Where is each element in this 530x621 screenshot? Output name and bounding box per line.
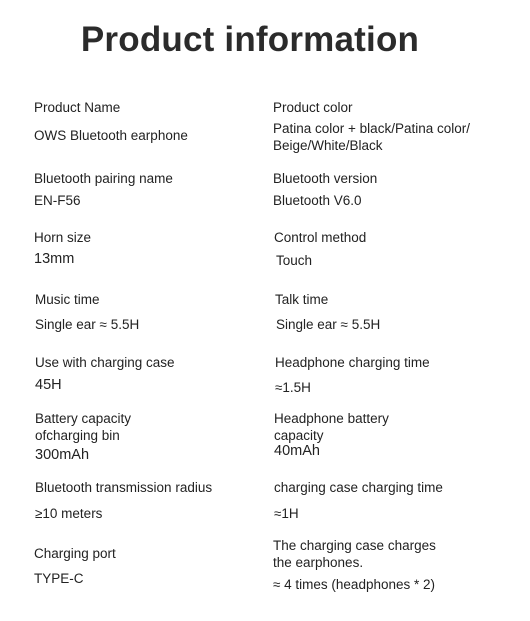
spec-label-control-method: Control method bbox=[274, 230, 367, 245]
spec-value-case-charges-earphones: ≈ 4 times (headphones * 2) bbox=[273, 577, 435, 592]
spec-value-horn-size: 13mm bbox=[34, 251, 75, 267]
spec-label-case-charges-earphones: The charging case charges the earphones. bbox=[273, 538, 436, 570]
spec-value-headphone-battery: 40mAh bbox=[274, 443, 320, 459]
spec-label-product-name: Product Name bbox=[34, 100, 121, 115]
spec-value-control-method: Touch bbox=[276, 253, 313, 268]
spec-label-use-with-case: Use with charging case bbox=[35, 355, 175, 370]
spec-value-headphone-charging-time: ≈1.5H bbox=[275, 380, 311, 395]
spec-value-bluetooth-version: Bluetooth V6.0 bbox=[273, 193, 362, 208]
spec-label-battery-capacity-bin: Battery capacity ofcharging bin bbox=[35, 411, 132, 443]
spec-label-charging-port: Charging port bbox=[34, 546, 116, 561]
page-title: Product information bbox=[80, 20, 420, 59]
spec-label-transmission-radius: Bluetooth transmission radius bbox=[35, 480, 213, 495]
spec-value-case-charging-time: ≈1H bbox=[274, 506, 299, 521]
spec-label-headphone-battery: Headphone battery capacity bbox=[274, 411, 389, 443]
spec-value-use-with-case: 45H bbox=[35, 377, 62, 393]
spec-value-talk-time: Single ear ≈ 5.5H bbox=[276, 317, 381, 332]
spec-label-talk-time: Talk time bbox=[275, 292, 329, 307]
spec-label-bluetooth-version: Bluetooth version bbox=[273, 171, 378, 186]
spec-label-case-charging-time: charging case charging time bbox=[274, 480, 443, 495]
spec-label-headphone-charging-time: Headphone charging time bbox=[275, 355, 430, 370]
spec-value-product-name: OWS Bluetooth earphone bbox=[34, 128, 188, 143]
spec-label-horn-size: Horn size bbox=[34, 230, 92, 245]
spec-value-product-color: Patina color + black/Patina color/ Beige/White/Black bbox=[273, 121, 470, 153]
spec-label-music-time: Music time bbox=[35, 292, 100, 307]
spec-value-charging-port: TYPE-C bbox=[34, 571, 84, 586]
spec-value-transmission-radius: ≥10 meters bbox=[35, 506, 103, 521]
spec-value-battery-capacity-bin: 300mAh bbox=[35, 447, 90, 463]
spec-value-music-time: Single ear ≈ 5.5H bbox=[35, 317, 140, 332]
spec-value-pairing-name: EN-F56 bbox=[34, 193, 81, 208]
spec-label-product-color: Product color bbox=[273, 100, 353, 115]
spec-label-pairing-name: Bluetooth pairing name bbox=[34, 171, 173, 186]
